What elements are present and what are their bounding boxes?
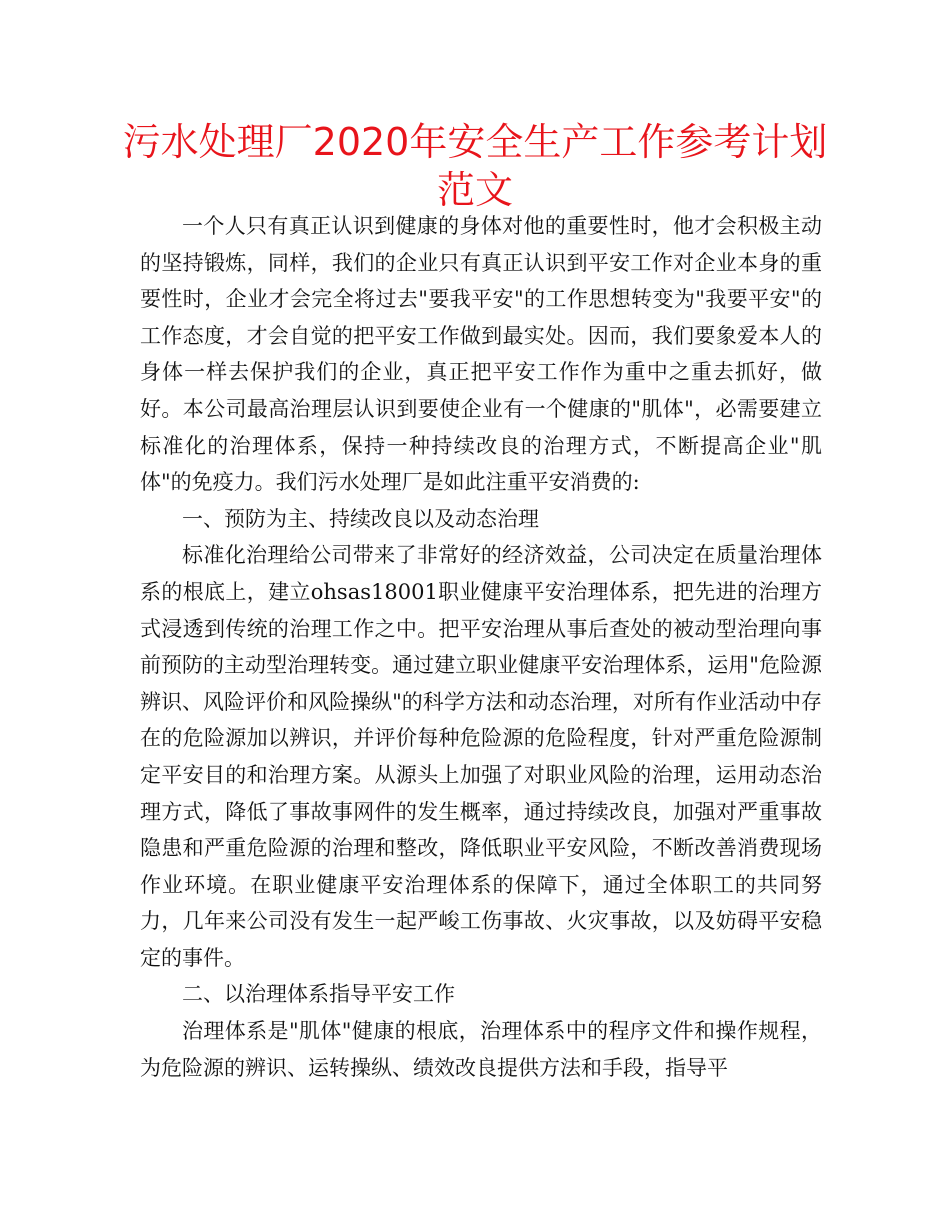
section-heading-1: 一、预防为主、持续改良以及动态治理 xyxy=(182,506,539,531)
section-heading-2: 二、以治理体系指导平安工作 xyxy=(182,982,455,1007)
document-body xyxy=(140,208,822,1086)
paragraph-section-2: 治理体系是"肌体"健康的根底，治理体系中的程序文件和操作规程，为危险源的辨识、运转操纵、绩效改良提供方法和手段，指导平 xyxy=(140,1019,822,1080)
document-title: 污水处理厂2020年安全生产工作参考计划范文 xyxy=(122,120,828,212)
paragraph-intro: 一个人只有真正认识到健康的身体对他的重要性时，他才会积极主动的坚持锻炼，同样，我们的企业只有真正认识到平安工作对企业本身的重要性时，企业才会完全将过去"要我平安"的工作思想转变为"我要平安"的工作态度，才会自觉的把平安工作做到最实处。因而，我们要象爱本人的身体一样去保护我们的企业，真正把平安工作作为重中之重去抓好，做好。本公司最高治理层认识到要使企业有一个健康的"肌体"，必需要建立标准化的治理体系，保持一种持续改良的治理方式，不断提高企业"肌体"的免疫力。我们污水处理厂是如此注重平安消费的: xyxy=(140,214,822,495)
paragraph-section-1: 标准化治理给公司带来了非常好的经济效益，公司决定在质量治理体系的根底上，建立ohsas18001职业健康平安治理体系，把先进的治理方式浸透到传统的治理工作之中。把平安治理从事后查处的被动型治理向事前预防的主动型治理转变。通过建立职业健康平安治理体系，运用"危险源辨识、风险评价和风险操纵"的科学方法和动态治理，对所有作业活动中存在的危险源加以辨识，并评价每种危险源的危险程度，针对严重危险源制定平安目的和治理方案。从源头上加强了对职业风险的治理，运用动态治理方式，降低了事故事网件的发生概率，通过持续改良，加强对严重事故隐患和严重危险源的治理和整改，降低职业平安风险，不断改善消费现场作业环境。在职业健康平安治理体系的保障下，通过全体职工的共同努力，几年来公司没有发生一起严峻工伤事故、火灾事故，以及妨碍平安稳定的事件。 xyxy=(140,543,822,970)
